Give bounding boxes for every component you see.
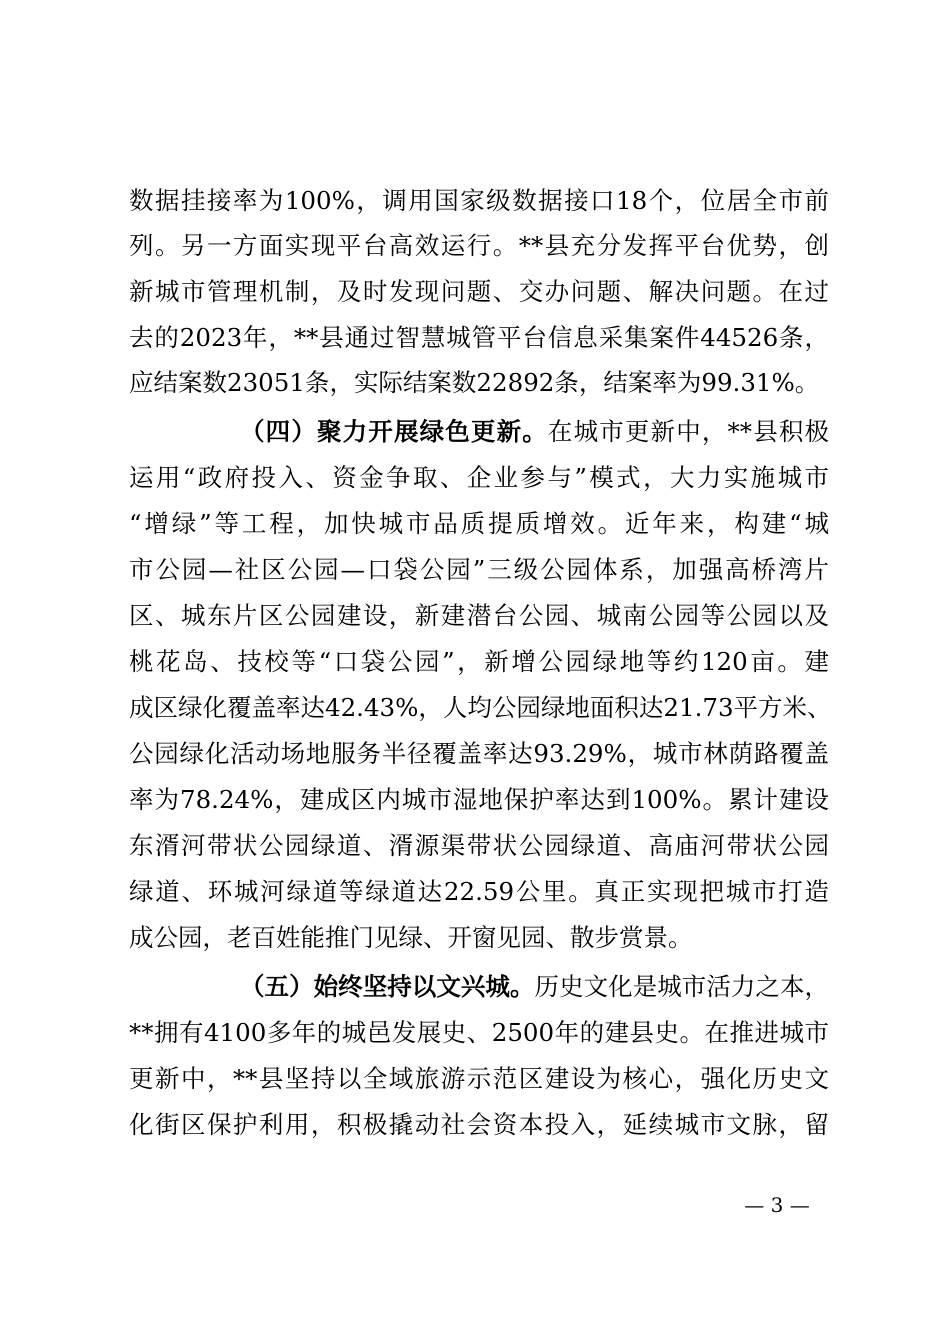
section-4-first-line (240, 412, 829, 452)
text-line: 市公园—社区公园—口袋公园”三级公园体系，加强高桥湾片 (129, 555, 829, 584)
text-line: 成公园，老百姓能推门见绿、开窗见园、散步赏景。 (129, 923, 693, 952)
text-line: 桃花岛、技校等“口袋公园”，新增公园绿地等约120亩。建 (129, 647, 829, 676)
section-4-heading: （四）聚力开展绿色更新。 (240, 417, 548, 446)
section-4-text: 在城市更新中，**县积极 (547, 417, 830, 446)
text-line: 东湑河带状公园绿道、湑源渠带状公园绿道、高庙河带状公园 (129, 831, 829, 860)
text-line: 公园绿化活动场地服务半径覆盖率达93.29%，城市林荫路覆盖 (129, 739, 829, 768)
text-line: 化街区保护利用，积极撬动社会资本投入，延续城市文脉，留 (129, 1110, 829, 1139)
text-line: 应结案数23051条，实际结案数22892条，结案率为99.31%。 (129, 368, 820, 397)
text-line: 列。另一方面实现平台高效运行。**县充分发挥平台优势，创 (129, 231, 829, 260)
text-line: 成区绿化覆盖率达42.43%，人均公园绿地面积达21.73平方米、 (129, 693, 832, 722)
section-5-text: 历史文化是城市活力之本， (534, 972, 830, 1001)
text-line: 率为78.24%，建成区内城市湿地保护率达到100%。累计建设 (129, 785, 829, 814)
page-number: — 3 — (744, 1193, 810, 1217)
text-line: 新城市管理机制，及时发现问题、交办问题、解决问题。在过 (129, 277, 829, 306)
text-line: 数据挂接率为100%，调用国家级数据接口18个，位居全市前 (129, 186, 829, 215)
text-line: “增绿”等工程，加快城市品质提质增效。近年来，构建“城 (129, 509, 829, 538)
text-line: 绿道、环城河绿道等绿道达22.59公里。真正实现把城市打造 (129, 877, 829, 906)
section-5-heading: （五）始终坚持以文兴城。 (240, 972, 535, 1001)
text-line: 去的2023年，**县通过智慧城管平台信息采集案件44526条， (129, 323, 829, 352)
section-5-first-line (240, 967, 829, 1007)
text-line: 更新中，**县坚持以全域旅游示范区建设为核心，强化历史文 (129, 1064, 829, 1093)
text-line: **拥有4100多年的城邑发展史、2500年的建县史。在推进城市 (129, 1018, 829, 1047)
text-line: 运用“政府投入、资金争取、企业参与”模式，大力实施城市 (129, 463, 829, 492)
text-line: 区、城东片区公园建设，新建潜台公园、城南公园等公园以及 (129, 601, 829, 630)
